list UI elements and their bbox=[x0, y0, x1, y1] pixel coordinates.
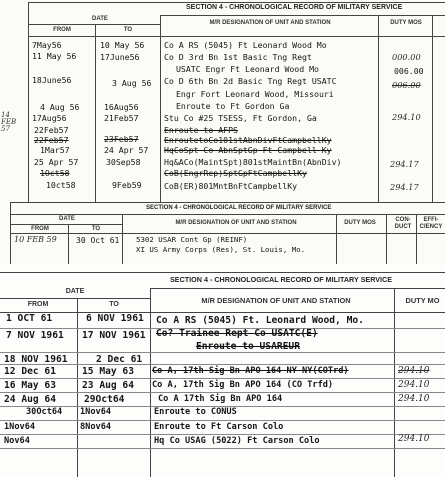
row-unit: Enroute to AFPS bbox=[164, 125, 238, 135]
row-from: 10ct58 bbox=[46, 180, 76, 190]
row-unit: USATC Engr Ft Leonard Wood Mo bbox=[176, 64, 319, 74]
row-unit: Hq Co USAG (5022) Ft Carson Colo bbox=[154, 436, 320, 446]
designation-header: M/R DESIGNATION OF UNIT AND STATION bbox=[175, 220, 297, 226]
row-unit: Engr Fort Leonard Wood, Missouri bbox=[176, 89, 334, 99]
row-from: 1Nov64 bbox=[4, 422, 36, 432]
row-unit: EnroutetoCo101stAbnDivFtCampbellKy bbox=[164, 135, 332, 145]
row-to: 2 Dec 61 bbox=[96, 354, 143, 365]
row-unit: Enroute to Ft Carson Colo bbox=[154, 422, 284, 432]
row-unit: Stu Co #25 TSESS, Ft Gordon, Ga bbox=[164, 113, 317, 123]
row-unit: CoB(EngrRep)SptGpFtCampbellKy bbox=[164, 168, 307, 178]
section-title: SECTION 4 - CHRONOLOGICAL RECORD OF MILITARY SERVICE bbox=[170, 275, 393, 284]
duty-mos-header: DUTY MO bbox=[405, 296, 440, 305]
row-unit: HqCoSpt Co AbnSptGp Ft Campbell Ky bbox=[164, 145, 332, 155]
row-unit: Co A 17th Sig Bn APO 164 bbox=[158, 394, 283, 404]
row-to: 17June56 bbox=[100, 52, 140, 62]
date-header: DATE bbox=[65, 288, 85, 295]
margin-note: 14 FEB 57 bbox=[1, 111, 17, 133]
row-from: 30Oct64 bbox=[26, 407, 63, 417]
record-form-3 bbox=[0, 264, 445, 477]
row-mos: 294.17 bbox=[390, 159, 419, 169]
row-unit: Co A RS (5045) Ft. Leonard Wood, Mo. bbox=[156, 315, 364, 326]
to-header: TO bbox=[91, 226, 101, 232]
date-header: DATE bbox=[92, 16, 108, 22]
to-header: TO bbox=[109, 301, 119, 308]
from-header: FROM bbox=[31, 226, 49, 232]
date-header: DATE bbox=[59, 216, 75, 222]
row-from: 12 Dec 61 bbox=[4, 366, 56, 377]
row-mos: 294.10 bbox=[398, 366, 430, 376]
row-unit: Enroute to USAREUR bbox=[196, 341, 300, 352]
from-header: FROM bbox=[53, 27, 71, 33]
row-to: 23 Aug 64 bbox=[82, 380, 134, 391]
section-title: SECTION 4 - CHRONOLOGICAL RECORD OF MILITARY SERVICE bbox=[186, 4, 403, 11]
row-from: 7May56 bbox=[32, 40, 62, 50]
conduct-header: CON-DUCT bbox=[394, 217, 412, 230]
duty-mos-header: DUTY MOS bbox=[390, 20, 422, 26]
record-form-1 bbox=[0, 0, 445, 204]
row-mos: 294.10 bbox=[398, 394, 430, 404]
from-header: FROM bbox=[27, 301, 49, 308]
row-mos: 006.00 bbox=[392, 80, 421, 90]
row-from: 18 NOV 1961 bbox=[4, 354, 68, 365]
row-from: 1 OCT 61 bbox=[6, 313, 53, 324]
row-unit: XI US Army Corps (Res), St. Louis, Mo. bbox=[136, 245, 306, 254]
row-unit: Co D 3rd Bn 1st Basic Tng Regt bbox=[164, 52, 312, 62]
row-unit: Co D 6th Bn 2d Basic Tng Regt USATC bbox=[164, 76, 337, 86]
designation-header: M/R DESIGNATION OF UNIT AND STATION bbox=[201, 296, 351, 305]
row-to: 10 May 56 bbox=[100, 40, 145, 50]
row-to: 21Feb57 bbox=[104, 113, 139, 123]
row-unit: Co? Trainee Rept Co USATC(E) bbox=[156, 328, 318, 339]
row-mos: 294.10 bbox=[392, 112, 421, 122]
to-header: TO bbox=[123, 27, 133, 33]
row-to: 24 Apr 57 bbox=[104, 145, 149, 155]
record-form-2 bbox=[0, 202, 445, 264]
row-to: 6 NOV 1961 bbox=[86, 313, 144, 324]
efficiency-header: EFFI-CIENCY bbox=[419, 217, 443, 230]
row-from: 1Oct58 bbox=[40, 168, 70, 178]
section-title: SECTION 4 - CHRONOLOGICAL RECORD OF MILITARY SERVICE bbox=[146, 205, 332, 211]
row-unit: Co A, 17th Sig Bn APO 164 NY NY(COTrd) bbox=[152, 366, 349, 376]
row-to: 16Aug56 bbox=[104, 102, 139, 112]
row-from: 11 May 56 bbox=[32, 51, 77, 61]
row-to: 23Feb57 bbox=[104, 134, 139, 144]
row-from: 16 May 63 bbox=[4, 380, 56, 391]
row-to: 30Sep58 bbox=[106, 157, 141, 167]
designation-header: M/R DESIGNATION OF UNIT AND STATION bbox=[209, 20, 331, 26]
row-from: 18June56 bbox=[32, 75, 72, 85]
row-to: 9Feb59 bbox=[112, 180, 142, 190]
row-to: 29Oct64 bbox=[84, 394, 125, 405]
row-from: 24 Aug 64 bbox=[4, 394, 56, 405]
row-from: 10 FEB 59 bbox=[14, 235, 57, 244]
duty-mos-header: DUTY MOS bbox=[344, 220, 376, 226]
row-to: 17 NOV 1961 bbox=[82, 330, 146, 341]
row-unit: Enroute to CONUS bbox=[154, 407, 237, 417]
row-to: 30 Oct 61 bbox=[76, 236, 120, 245]
row-unit: Co A RS (5045) Ft Leonard Wood Mo bbox=[164, 40, 327, 50]
row-from: 4 Aug 56 bbox=[40, 102, 80, 112]
row-unit: Hq&ACo(MaintSpt)801stMaintBn(AbnDiv) bbox=[164, 157, 342, 167]
row-to: 3 Aug 56 bbox=[112, 78, 152, 88]
row-from: 1Mar57 bbox=[40, 145, 70, 155]
row-mos: 006.00 bbox=[394, 66, 424, 76]
row-unit: Co A, 17th Sig Bn APO 164 (CO Trfd) bbox=[152, 380, 334, 390]
row-mos: 294.17 bbox=[390, 182, 419, 192]
row-from: 22Feb57 bbox=[34, 135, 69, 145]
row-mos: 294.10 bbox=[398, 434, 430, 444]
row-from: 17Aug56 bbox=[32, 113, 67, 123]
row-from: 7 NOV 1961 bbox=[6, 330, 64, 341]
row-to: 8Nov64 bbox=[80, 422, 112, 432]
row-mos: 000.00 bbox=[392, 52, 421, 62]
row-to: 1Nov64 bbox=[80, 407, 112, 417]
row-unit: 5302 USAR Cont Gp (REINF) bbox=[136, 235, 248, 244]
row-unit: Enroute to Ft Gordon Ga bbox=[176, 101, 290, 111]
row-to: 15 May 63 bbox=[82, 366, 134, 377]
row-from: 25 Apr 57 bbox=[34, 157, 79, 167]
row-from: 22Feb57 bbox=[34, 125, 69, 135]
row-unit: CoB(ER)801MntBnFtCampbellKy bbox=[164, 181, 298, 191]
row-mos: 294.10 bbox=[398, 380, 430, 390]
row-from: Nov64 bbox=[4, 436, 30, 446]
